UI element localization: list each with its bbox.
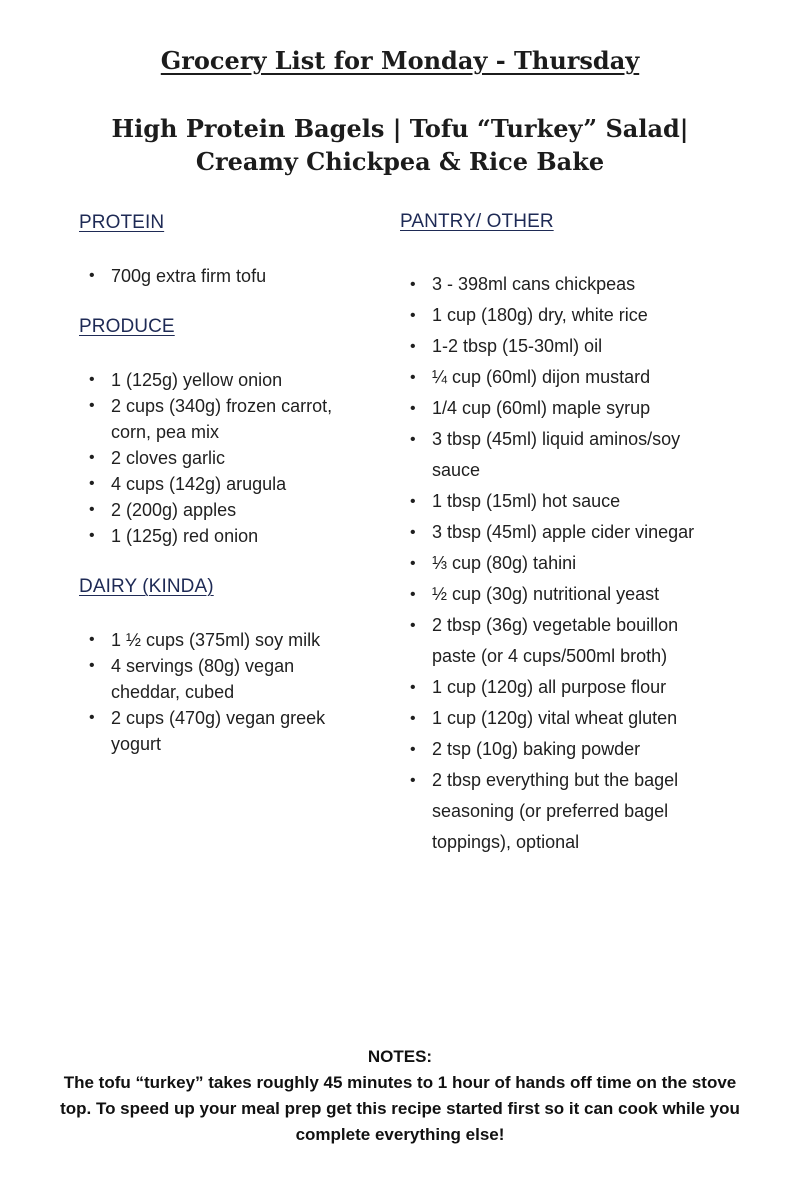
section-heading-protein: PROTEIN (79, 212, 165, 233)
list-item: • 1 cup (120g) vital wheat gluten (400, 703, 720, 734)
bullet-icon: • (410, 679, 416, 696)
dairy-list (79, 627, 349, 757)
list-item: • 1-2 tbsp (15-30ml) oil (400, 331, 720, 362)
page-subtitle: High Protein Bagels | Tofu “Turkey” Salad| Creamy Chickpea & Rice Bake (111, 114, 689, 176)
bullet-icon: • (89, 475, 95, 492)
notes-block (60, 1044, 740, 1148)
bullet-icon: • (410, 493, 416, 510)
list-item: • 4 servings (80g) vegan cheddar, cubed (79, 653, 349, 705)
list-item: • 2 tbsp (36g) vegetable bouillon paste (or 4 cups/500ml broth) (400, 610, 720, 672)
produce-list (79, 367, 369, 549)
pantry-list (400, 269, 720, 858)
notes-heading: NOTES: (367, 1047, 433, 1066)
bullet-icon: • (410, 524, 416, 541)
bullet-icon: • (410, 617, 416, 634)
bullet-icon: • (410, 338, 416, 355)
bullet-icon: • (410, 741, 416, 758)
bullet-icon: • (89, 371, 95, 388)
section-heading-dairy: DAIRY (KINDA) (79, 576, 214, 597)
list-item: • 4 cups (142g) arugula (79, 471, 369, 497)
list-item: • 3 tbsp (45ml) liquid aminos/soy sauce (400, 424, 720, 486)
list-item: • 3 - 398ml cans chickpeas (400, 269, 720, 300)
list-item: • 2 (200g) apples (79, 497, 369, 523)
section-heading-pantry: PANTRY/ OTHER (400, 211, 554, 232)
list-item: • 1/4 cup (60ml) maple syrup (400, 393, 720, 424)
list-item: • ½ cup (30g) nutritional yeast (400, 579, 720, 610)
notes-text: The tofu “turkey” takes roughly 45 minutes to 1 hour of hands off time on the stove top. To speed up your meal prep get this recipe started first so it can cook while you complete everything else! (60, 1073, 740, 1144)
list-item: • 2 tsp (10g) baking powder (400, 734, 720, 765)
list-item: • ¼ cup (60ml) dijon mustard (400, 362, 720, 393)
list-item: • 1 ½ cups (375ml) soy milk (79, 627, 349, 653)
bullet-icon: • (410, 431, 416, 448)
list-item: • 2 cups (340g) frozen carrot, corn, pea mix (79, 393, 369, 445)
list-item: • 2 cups (470g) vegan greek yogurt (79, 705, 349, 757)
list-item: • 2 tbsp everything but the bagel seasoning (or preferred bagel toppings), optional (400, 765, 720, 858)
list-item: • 1 (125g) yellow onion (79, 367, 369, 393)
bullet-icon: • (89, 631, 95, 648)
bullet-icon: • (410, 400, 416, 417)
list-item: • 1 tbsp (15ml) hot sauce (400, 486, 720, 517)
bullet-icon: • (89, 501, 95, 518)
list-item: • 1 cup (180g) dry, white rice (400, 300, 720, 331)
list-item: • 1 (125g) red onion (79, 523, 369, 549)
protein-list (79, 263, 379, 289)
bullet-icon: • (410, 772, 416, 789)
bullet-icon: • (89, 267, 95, 284)
bullet-icon: • (410, 276, 416, 293)
list-item: • ⅓ cup (80g) tahini (400, 548, 720, 579)
bullet-icon: • (410, 369, 416, 386)
bullet-icon: • (89, 397, 95, 414)
page-title: Grocery List for Monday - Thursday (160, 46, 640, 75)
list-item: • 3 tbsp (45ml) apple cider vinegar (400, 517, 720, 548)
bullet-icon: • (410, 555, 416, 572)
list-item: • 1 cup (120g) all purpose flour (400, 672, 720, 703)
bullet-icon: • (89, 449, 95, 466)
bullet-icon: • (89, 709, 95, 726)
list-item: • 700g extra firm tofu (79, 263, 379, 289)
bullet-icon: • (89, 657, 95, 674)
bullet-icon: • (410, 586, 416, 603)
bullet-icon: • (410, 710, 416, 727)
list-item: • 2 cloves garlic (79, 445, 369, 471)
bullet-icon: • (89, 527, 95, 544)
section-heading-produce: PRODUCE (79, 316, 175, 337)
bullet-icon: • (410, 307, 416, 324)
